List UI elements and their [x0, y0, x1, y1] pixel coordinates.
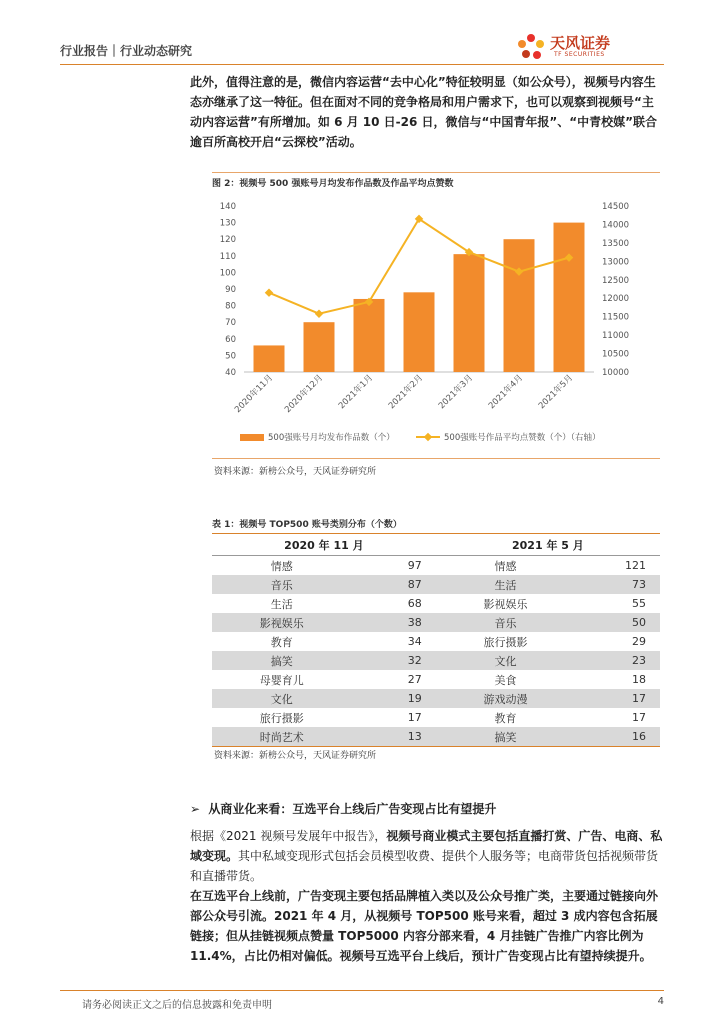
cell-category-2020: 生活: [270, 597, 293, 611]
figure-source: 资料来源：新榜公众号，天风证券研究所: [214, 467, 377, 477]
section-heading-text: 从商业化来看：互选平台上线后广告变现占比有望提升: [208, 802, 497, 816]
cell-count-2021: 55: [632, 597, 646, 610]
cell-count-2021: 50: [575, 613, 660, 632]
table-header-row: [212, 534, 660, 556]
table-row: [212, 613, 660, 632]
cell-category-2020: 教育: [270, 635, 293, 649]
cell-count-2021: 16: [575, 727, 660, 747]
cell-count-2020: 27: [407, 673, 422, 686]
category-table: [212, 533, 660, 747]
cell-category-2020: 影视娱乐: [212, 613, 351, 632]
y-left-tick-label: 140: [219, 202, 236, 212]
cell-count-2020: 34: [407, 635, 422, 648]
legend-bar-label: 500强账号月均发布作品数（个）: [268, 433, 395, 443]
table-row: [212, 632, 660, 651]
cell-category-2021: 游戏动漫: [436, 689, 575, 708]
y-right-tick-label: 11000: [602, 331, 630, 342]
cell-category-2020: 音乐: [212, 575, 351, 594]
cell-category-2021: 搞笑: [436, 727, 575, 747]
y-left-tick-label: 40: [225, 368, 236, 378]
company-logo: [514, 30, 664, 62]
table-row: [212, 727, 660, 747]
table-row: [212, 575, 660, 594]
table-row: [212, 651, 660, 670]
footer-divider: [60, 990, 664, 991]
bar: [254, 345, 285, 372]
legend-bar-swatch: [240, 434, 264, 441]
para2-rest: 其中私域变现形式包括会员模型收费、提供个人服务等；电商带货包括视频带货和直播带货。: [190, 849, 659, 883]
cell-category-2021: 文化: [436, 651, 575, 670]
y-left-tick-label: 110: [219, 251, 236, 262]
logo-text-cn: 天风证券: [550, 34, 611, 52]
table-row: [212, 670, 660, 689]
table-header-2020: 2020 年 11 月: [212, 534, 436, 556]
table-row: [212, 708, 660, 727]
business-model-paragraph: [190, 826, 664, 886]
y-left-tick-label: 80: [225, 301, 236, 312]
y-right-tick-label: 14500: [602, 202, 630, 212]
intro-part1: 此外，值得注意的是，微信内容运营“去中心化”特征较明显（如公众号），视频号内容生态亦继承了这一特征。但在面对不同的竞争格局和用户需求下，也可以观察到视频号“主动内容运营”有所增加。: [190, 75, 656, 129]
page-header: [60, 30, 664, 70]
y-right-tick-label: 12500: [602, 275, 630, 286]
cell-category-2021: 影视娱乐: [483, 597, 528, 611]
cell-category-2021: 音乐: [436, 613, 575, 632]
cell-category-2021: 情感: [494, 559, 517, 573]
cell-count-2021: 18: [632, 673, 646, 686]
x-tick-label: 2021年5月: [536, 373, 576, 412]
line-point: [315, 309, 323, 317]
cell-count-2021: 29: [632, 635, 646, 648]
y-left-tick-label: 50: [225, 351, 236, 362]
para2-lead: 根据《2021 视频号发展年中报告》，: [190, 829, 387, 843]
legend-line-marker: [424, 433, 432, 441]
cell-count-2021: 17: [575, 689, 660, 708]
x-tick-label: 2021年3月: [436, 373, 476, 412]
bar: [354, 299, 385, 372]
y-right-tick-label: 11500: [602, 312, 630, 323]
x-tick-label: 2021年1月: [336, 373, 376, 412]
y-right-tick-label: 14000: [602, 220, 630, 231]
bar: [554, 223, 585, 372]
section-heading: [190, 800, 496, 817]
y-right-tick-label: 13500: [602, 238, 630, 249]
table-body: [212, 556, 660, 747]
x-tick-label: 2021年4月: [486, 373, 526, 412]
intro-paragraph: [190, 72, 664, 152]
footer-disclaimer: 请务必阅读正文之后的信息披露和免责申明: [82, 1000, 272, 1011]
cell-count-2021: 121: [625, 559, 646, 572]
y-left-tick-label: 130: [219, 218, 236, 229]
cell-count-2021: 23: [575, 651, 660, 670]
combo-chart: [200, 192, 660, 454]
figure-bottom-rule: [212, 458, 660, 459]
header-divider: [60, 64, 664, 65]
bullet-arrow-icon: ➢: [190, 802, 201, 816]
x-tick-label: 2020年11月: [233, 373, 276, 416]
cell-category-2021: 生活: [436, 575, 575, 594]
cell-count-2020: 38: [351, 613, 435, 632]
y-left-tick-label: 60: [225, 334, 236, 345]
cell-count-2020: 17: [407, 711, 422, 724]
cell-category-2020: 旅行摄影: [259, 711, 304, 725]
x-tick-label: 2020年12月: [283, 373, 326, 416]
cell-count-2020: 97: [407, 559, 422, 572]
legend-line-label: 500强账号作品平均点赞数（个）（右轴）: [444, 433, 601, 443]
ad-monetization-paragraph: [190, 886, 664, 966]
cell-category-2020: 时尚艺术: [212, 727, 351, 747]
para2-bold: 视频号商业模式主要包括直播打赏、广告、电商、私域变现。: [190, 829, 663, 863]
cell-count-2020: 13: [351, 727, 435, 747]
y-left-tick-label: 120: [219, 235, 236, 246]
logo-mark-icon: [514, 32, 548, 62]
cell-category-2020: 母婴育儿: [259, 673, 304, 687]
cell-count-2020: 32: [351, 651, 435, 670]
table-source: 资料来源：新榜公众号，天风证券研究所: [214, 751, 377, 761]
y-right-tick-label: 10000: [602, 368, 630, 378]
cell-count-2020: 68: [407, 597, 422, 610]
cell-category-2021: 教育: [494, 711, 517, 725]
cell-count-2020: 19: [351, 689, 435, 708]
cell-count-2021: 73: [575, 575, 660, 594]
line-point: [265, 288, 273, 296]
bar: [404, 292, 435, 372]
cell-category-2020: 文化: [212, 689, 351, 708]
page-number: 4: [657, 996, 664, 1007]
figure-top-rule: [212, 172, 660, 173]
y-left-tick-label: 90: [225, 285, 236, 295]
cell-category-2021: 旅行摄影: [483, 635, 528, 649]
table-title: 表 1：视频号 TOP500 账号类别分布（个数）: [212, 520, 402, 530]
y-left-tick-label: 100: [219, 268, 236, 279]
table-header-2021: 2021 年 5 月: [436, 534, 660, 556]
cell-category-2021: 美食: [494, 673, 517, 687]
cell-category-2020: 搞笑: [212, 651, 351, 670]
y-right-tick-label: 10500: [602, 349, 630, 360]
table-row: [212, 689, 660, 708]
header-title: 行业报告｜行业动态研究: [60, 44, 193, 58]
table-row: [212, 594, 660, 613]
y-right-tick-label: 12000: [602, 294, 630, 305]
logo-text-en: TF SECURITIES: [554, 51, 605, 58]
bar: [454, 254, 485, 372]
bar: [504, 239, 535, 372]
table-row: [212, 556, 660, 576]
y-left-tick-label: 70: [225, 318, 236, 329]
figure-title: 图 2：视频号 500 强账号月均发布作品数及作品平均点赞数: [212, 179, 454, 189]
para3-text: 在互选平台上线前，广告变现主要包括品牌植入类以及公众号推广类，主要通过链接向外部公众号引流。2021 年 4 月，从视频号 TOP500 账号来看，超过 3 成内容包含拓展链接；但从挂链视频点赞量 TOP5000 内容分部来看，4 月挂链广告推广内容比例为 11.4%，占比仍相对偏低。视频号互选平台上线后，预计广告变现占比有望持续提升。: [190, 889, 659, 963]
y-right-tick-label: 13000: [602, 257, 630, 268]
cell-category-2020: 情感: [270, 559, 293, 573]
x-tick-label: 2021年2月: [386, 373, 426, 412]
intro-part2: 如 6 月 10 日-26 日，微信与“中国青年报”、“中青校媒”联合逾百所高校开启“云探校”活动。: [190, 115, 658, 149]
bar: [304, 322, 335, 372]
cell-count-2020: 87: [351, 575, 435, 594]
cell-count-2021: 17: [632, 711, 646, 724]
